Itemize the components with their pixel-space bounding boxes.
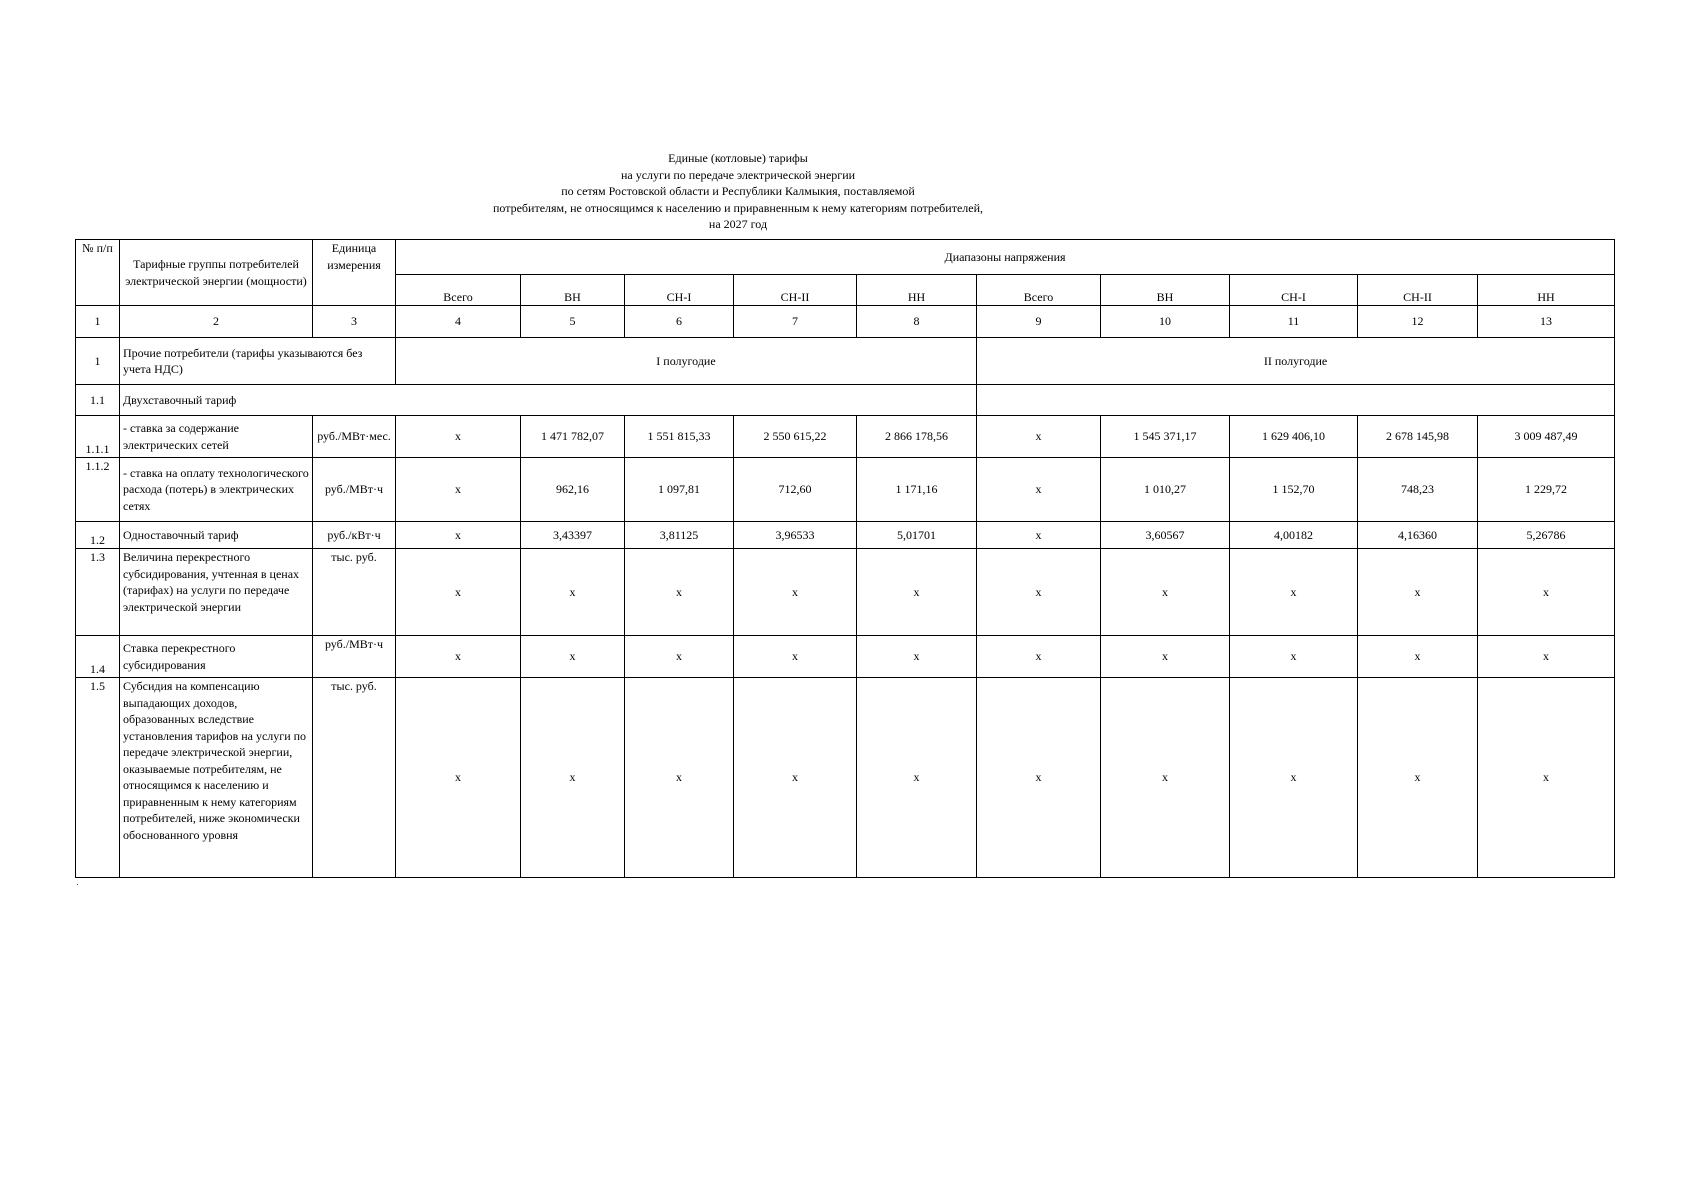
value-cell: х xyxy=(734,636,857,678)
table-row xyxy=(76,522,1615,549)
value-cell: х xyxy=(396,549,521,636)
value-cell: х xyxy=(1478,549,1615,636)
value-cell: 1 551 815,33 xyxy=(625,416,734,458)
value-cell: х xyxy=(396,458,521,522)
section-row xyxy=(76,338,1615,385)
value-cell: 3,81125 xyxy=(625,522,734,549)
row-unit: руб./кВт·ч xyxy=(313,522,396,549)
value-cell: 1 545 371,17 xyxy=(1101,416,1230,458)
value-cell: 3 009 487,49 xyxy=(1478,416,1615,458)
title-line: на услуги по передаче электрической энергии xyxy=(620,167,856,182)
row-unit: руб./МВт·ч xyxy=(313,636,396,678)
level-header: СН-I xyxy=(625,275,734,306)
value-cell: 712,60 xyxy=(734,458,857,522)
row-unit: руб./МВт·ч xyxy=(313,458,396,522)
header-ranges: Диапазоны напряжения xyxy=(396,240,1615,275)
column-number-row xyxy=(76,306,1615,338)
column-number: 13 xyxy=(1478,306,1615,338)
two-rate-row xyxy=(76,385,1615,416)
row-unit: тыс. руб. xyxy=(313,549,396,636)
level-header: Всего xyxy=(977,275,1101,306)
value-cell: х xyxy=(625,678,734,878)
value-cell: 3,60567 xyxy=(1101,522,1230,549)
value-cell: 748,23 xyxy=(1358,458,1478,522)
value-cell: х xyxy=(734,549,857,636)
column-number: 2 xyxy=(120,306,313,338)
column-number: 3 xyxy=(313,306,396,338)
value-cell: 5,01701 xyxy=(857,522,977,549)
header-row xyxy=(76,240,1615,275)
value-cell: х xyxy=(521,636,625,678)
value-cell: х xyxy=(1101,678,1230,878)
row-num: 1.5 xyxy=(76,678,120,878)
row-num: 1.1 xyxy=(76,385,120,416)
scan-speck xyxy=(77,884,78,885)
row-label: Двухставочный тариф xyxy=(120,385,977,416)
value-cell: х xyxy=(1230,636,1358,678)
row-num: 1 xyxy=(76,338,120,385)
value-cell: 1 229,72 xyxy=(1478,458,1615,522)
table-row xyxy=(76,549,1615,636)
column-number: 7 xyxy=(734,306,857,338)
level-header: СН-II xyxy=(734,275,857,306)
empty-cell xyxy=(977,385,1615,416)
value-cell: х xyxy=(1358,549,1478,636)
value-cell: х xyxy=(521,549,625,636)
row-label-text: Субсидия на компенсацию выпадающих доходов, образованных вследствие установления тарифов на услуги по передаче электрической энергии, оказываемые потребителям, не относящимся к населению и приравненным к нему категориям потребителей, ниже экономически обоснованного уровня xyxy=(123,679,307,842)
title-line: потребителям, не относящимся к населению и приравненным к нему категориям потребителей, xyxy=(492,200,984,215)
row-label: - ставка за содержание электрических сетей xyxy=(120,416,313,458)
header-unit: Единица измерения xyxy=(313,240,396,306)
value-cell: 2 550 615,22 xyxy=(734,416,857,458)
row-unit: тыс. руб. xyxy=(313,678,396,878)
tariff-table xyxy=(75,239,1615,878)
header-num: № п/п xyxy=(76,240,120,306)
value-cell: х xyxy=(977,458,1101,522)
row-label xyxy=(120,678,313,878)
title-line: на 2027 год xyxy=(708,217,768,231)
value-cell: 1 629 406,10 xyxy=(1230,416,1358,458)
half-year-1: I полугодие xyxy=(396,338,977,385)
level-header: Всего xyxy=(396,275,521,306)
value-cell: 1 097,81 xyxy=(625,458,734,522)
column-number: 11 xyxy=(1230,306,1358,338)
row-label: Величина перекрестного субсидирования, учтенная в ценах (тарифах) на услуги по передаче электрической энергии xyxy=(120,549,313,636)
row-num: 1.1.2 xyxy=(76,458,120,522)
table-row xyxy=(76,678,1615,878)
level-header: НН xyxy=(1478,275,1615,306)
table-row xyxy=(76,416,1615,458)
column-number: 12 xyxy=(1358,306,1478,338)
value-cell: х xyxy=(734,678,857,878)
value-cell: х xyxy=(396,636,521,678)
value-cell: 962,16 xyxy=(521,458,625,522)
row-num: 1.2 xyxy=(76,522,120,549)
value-cell: 2 866 178,56 xyxy=(857,416,977,458)
row-label: - ставка на оплату технологического расхода (потерь) в электрических сетях xyxy=(120,458,313,522)
value-cell: 4,00182 xyxy=(1230,522,1358,549)
value-cell: х xyxy=(521,678,625,878)
column-number: 8 xyxy=(857,306,977,338)
value-cell: х xyxy=(625,549,734,636)
value-cell: 3,43397 xyxy=(521,522,625,549)
row-label: Одноставочный тариф xyxy=(120,522,313,549)
row-label: Ставка перекрестного субсидирования xyxy=(120,636,313,678)
row-num: 1.3 xyxy=(76,549,120,636)
table-row xyxy=(76,636,1615,678)
column-number: 9 xyxy=(977,306,1101,338)
value-cell: х xyxy=(396,678,521,878)
column-number: 5 xyxy=(521,306,625,338)
level-header: СН-II xyxy=(1358,275,1478,306)
column-number: 1 xyxy=(76,306,120,338)
level-header: ВН xyxy=(1101,275,1230,306)
level-header: НН xyxy=(857,275,977,306)
row-num: 1.1.1 xyxy=(76,416,120,458)
value-cell: х xyxy=(1478,678,1615,878)
value-cell: 1 152,70 xyxy=(1230,458,1358,522)
document-title xyxy=(0,150,1476,233)
value-cell: х xyxy=(977,522,1101,549)
header-group: Тарифные группы потребителей электрической энергии (мощности) xyxy=(120,240,313,306)
value-cell: 5,26786 xyxy=(1478,522,1615,549)
value-cell: х xyxy=(1230,678,1358,878)
value-cell: х xyxy=(1101,549,1230,636)
value-cell: х xyxy=(977,416,1101,458)
value-cell: х xyxy=(857,636,977,678)
title-line: по сетям Ростовской области и Республики Калмыкия, поставляемой xyxy=(561,184,915,198)
row-label: Прочие потребители (тарифы указываются без учета НДС) xyxy=(120,338,396,385)
value-cell: х xyxy=(1101,636,1230,678)
value-cell: 2 678 145,98 xyxy=(1358,416,1478,458)
value-cell: 3,96533 xyxy=(734,522,857,549)
column-number: 4 xyxy=(396,306,521,338)
value-cell: 4,16360 xyxy=(1358,522,1478,549)
half-year-2: II полугодие xyxy=(977,338,1615,385)
value-cell: 1 171,16 xyxy=(857,458,977,522)
row-unit: руб./МВт·мес. xyxy=(313,416,396,458)
row-num: 1.4 xyxy=(76,636,120,678)
value-cell: х xyxy=(1358,678,1478,878)
value-cell: х xyxy=(1358,636,1478,678)
value-cell: х xyxy=(396,522,521,549)
column-number: 10 xyxy=(1101,306,1230,338)
value-cell: х xyxy=(857,549,977,636)
title-line: Единые (котловые) тарифы xyxy=(668,151,808,165)
level-header: СН-I xyxy=(1230,275,1358,306)
level-header: ВН xyxy=(521,275,625,306)
value-cell: х xyxy=(625,636,734,678)
value-cell: х xyxy=(857,678,977,878)
column-number: 6 xyxy=(625,306,734,338)
value-cell: х xyxy=(977,549,1101,636)
value-cell: х xyxy=(977,636,1101,678)
value-cell: 1 010,27 xyxy=(1101,458,1230,522)
value-cell: х xyxy=(1478,636,1615,678)
value-cell: х xyxy=(977,678,1101,878)
value-cell: х xyxy=(1230,549,1358,636)
value-cell: х xyxy=(396,416,521,458)
table-row xyxy=(76,458,1615,522)
value-cell: 1 471 782,07 xyxy=(521,416,625,458)
